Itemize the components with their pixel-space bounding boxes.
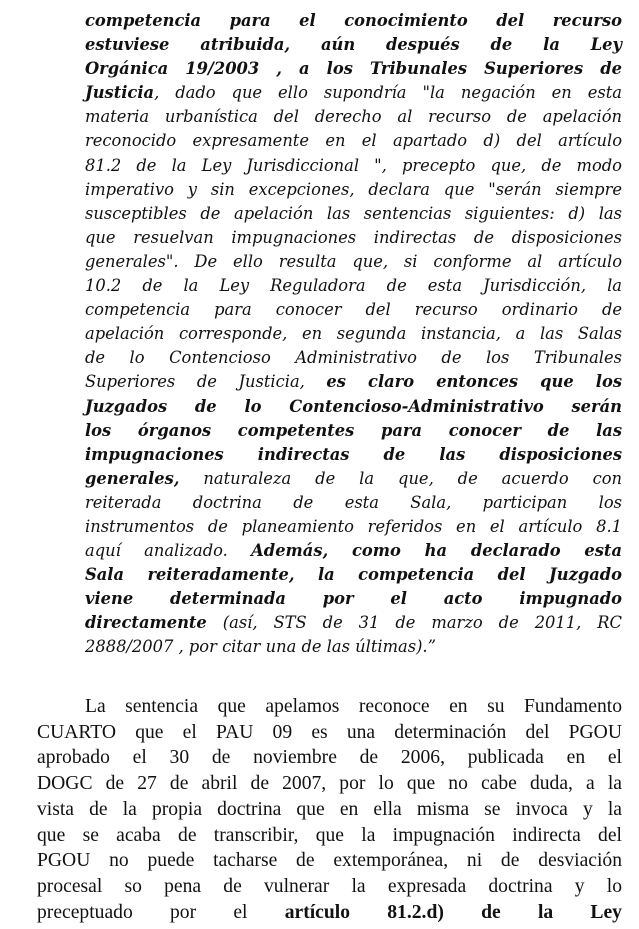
- text-line: [37, 874, 622, 900]
- text-run: 10.2 de la Ley Reguladora de esta Jurisdicción, la: [85, 276, 622, 296]
- text-run: DOGC de 27 de abril de 2007, por lo que no cabe duda, a la: [37, 773, 622, 795]
- text-run: 81.2 de la Ley Jurisdiccional ", precepto que, de modo: [85, 155, 622, 175]
- body-paragraph: [37, 694, 622, 925]
- text-run: , dado que ello supondría "la negación en esta: [154, 83, 622, 103]
- text-run: aquí analizado.: [85, 541, 252, 561]
- text-line: [85, 154, 622, 178]
- text-line: [85, 419, 622, 443]
- bold-text-run: competencia para el conocimiento del recurso: [85, 11, 622, 30]
- bold-text-run: es claro entonces que los: [326, 372, 622, 392]
- text-line: [85, 274, 622, 298]
- text-run: que resuelvan impugnaciones indirectas de disposiciones: [85, 227, 622, 247]
- text-run: naturaleza de la que, de acuerdo con: [179, 468, 622, 488]
- text-line: [85, 563, 622, 587]
- text-line: [85, 370, 622, 394]
- text-line: [85, 178, 622, 202]
- bold-text-run: Además, como ha declarado esta: [251, 541, 622, 561]
- text-run: que se acaba de transcribir, que la impugnación indirecta del: [37, 824, 622, 846]
- text-line: [85, 346, 622, 370]
- text-line: [85, 491, 622, 515]
- text-line: [85, 635, 622, 659]
- text-line: [37, 823, 622, 849]
- bold-text-run: artículo 81.2.d) de la Ley: [284, 901, 622, 923]
- text-run: competencia para conocer del recurso ordinario de: [85, 300, 622, 320]
- bold-text-run: impugnaciones indirectas de las disposiciones: [85, 444, 622, 464]
- text-line: [85, 515, 622, 539]
- text-line: [85, 539, 622, 563]
- quoted-judgment-excerpt: [85, 9, 622, 660]
- text-run: generales". De ello resulta que, si conforme al artículo: [85, 251, 622, 271]
- text-run: susceptibles de apelación las sentencias siguientes: d) las: [85, 203, 622, 223]
- bold-text-run: generales,: [85, 468, 180, 488]
- text-line: [85, 467, 622, 491]
- text-line: [37, 848, 622, 874]
- text-run: 2888/2007 , por citar una de las últimas).”: [85, 637, 436, 657]
- bold-text-run: Justicia: [85, 83, 155, 103]
- text-line: [85, 298, 622, 322]
- text-run: vista de la propia doctrina que en ella misma se invoca y la: [37, 798, 622, 820]
- text-line: [85, 33, 622, 57]
- text-line: [85, 587, 622, 611]
- text-run: CUARTO que el PAU 09 es una determinación del PGOU: [37, 721, 622, 743]
- text-line: [85, 105, 622, 129]
- bold-text-run: Juzgados de lo Contencioso-Administrativo serán: [85, 396, 622, 416]
- text-line: [37, 694, 622, 720]
- text-line: [85, 81, 622, 105]
- bold-text-run: Orgánica 19/2003 , a los Tribunales Superiores de: [85, 59, 622, 79]
- text-line: [37, 900, 622, 926]
- text-run: preceptuado por el: [37, 901, 285, 923]
- text-line: [85, 202, 622, 226]
- text-line: [85, 226, 622, 250]
- text-run: procesal so pena de vulnerar la expresada doctrina y lo: [37, 875, 622, 897]
- text-run: aprobado el 30 de noviembre de 2006, publicada en el: [37, 747, 622, 769]
- text-line: [37, 720, 622, 746]
- bold-text-run: viene determinada por el acto impugnado: [85, 589, 622, 609]
- text-line: [37, 745, 622, 771]
- text-run: (así, STS de 31 de marzo de 2011, RC: [206, 613, 622, 633]
- bold-text-run: estuviese atribuida, aún después de la Ley: [85, 35, 622, 55]
- text-run: apelación corresponde, en segunda instancia, a las Salas: [85, 324, 622, 344]
- text-run: instrumentos de planeamiento referidos en el artículo 8.1: [85, 516, 622, 536]
- text-line: [37, 797, 622, 823]
- text-line: [85, 9, 622, 33]
- text-line: [37, 771, 622, 797]
- text-run: imperativo y sin excepciones, declara que "serán siempre: [85, 179, 622, 199]
- text-run: de lo Contencioso Administrativo de los Tribunales: [85, 348, 622, 368]
- text-run: PGOU no puede tacharse de extemporánea, ni de desviación: [37, 850, 622, 872]
- bold-text-run: los órganos competentes para conocer de las: [85, 420, 622, 440]
- bold-text-run: directamente: [85, 613, 207, 633]
- text-line: [85, 250, 622, 274]
- text-run: Superiores de Justicia,: [85, 372, 327, 392]
- text-line: [85, 322, 622, 346]
- text-line: [85, 57, 622, 81]
- text-run: reiterada doctrina de esta Sala, participan los: [85, 492, 622, 512]
- text-line: [85, 395, 622, 419]
- text-run: reconocido expresamente en el apartado d) del artículo: [85, 131, 622, 151]
- text-line: [85, 443, 622, 467]
- text-run: materia urbanística del derecho al recurso de apelación: [85, 107, 622, 127]
- text-line: [85, 611, 622, 635]
- text-line: [85, 129, 622, 153]
- text-run: La sentencia que apelamos reconoce en su Fundamento: [85, 696, 622, 717]
- bold-text-run: Sala reiteradamente, la competencia del Juzgado: [85, 565, 622, 585]
